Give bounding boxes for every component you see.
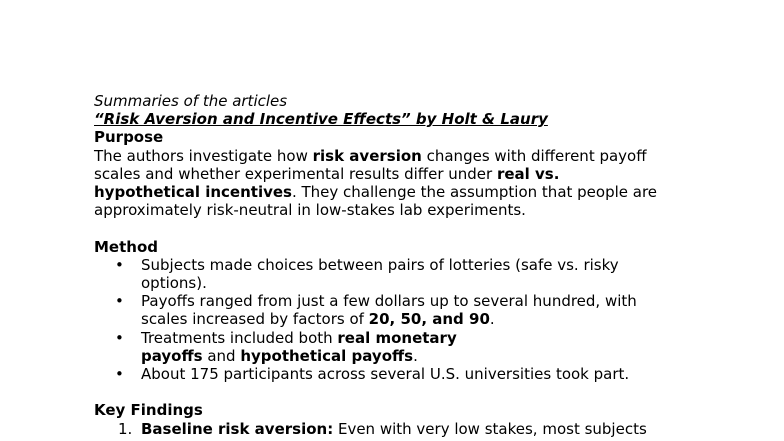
blank-line <box>94 219 734 237</box>
purpose-line-4: approximately risk-neutral in low-stakes lab experiments. <box>94 201 526 220</box>
method-bullet-2-cont: scales increased by factors of 20, 50, and 90. <box>141 310 495 329</box>
method-bullet-3: • Treatments included both real monetary <box>115 328 457 347</box>
article-title: “Risk Aversion and Incentive Effects” by Holt & Laury <box>94 110 548 129</box>
key-findings-heading: Key Findings <box>94 401 203 420</box>
bullet-icon: • <box>115 292 124 311</box>
method-bullet-3-cont: payoffs and hypothetical payoffs. <box>141 346 418 365</box>
document-page <box>94 92 734 438</box>
bullet-icon: • <box>115 255 124 274</box>
method-bullet-2: • Payoffs ranged from just a few dollars up to several hundred, with <box>115 292 637 311</box>
method-bullet-1-cont: options). <box>141 274 207 293</box>
purpose-line-1: The authors investigate how risk aversion changes with different payoff <box>94 146 647 165</box>
bullet-icon: • <box>115 365 124 384</box>
method-heading: Method <box>94 237 158 256</box>
list-number: 1. <box>118 419 133 438</box>
bullet-icon: • <box>115 328 124 347</box>
purpose-heading: Purpose <box>94 128 164 147</box>
purpose-line-2: scales and whether experimental results differ under real vs. <box>94 164 560 183</box>
finding-item-1: 1. Baseline risk aversion: Even with very low stakes, most subjects <box>118 419 647 438</box>
method-bullet-1: • Subjects made choices between pairs of lotteries (safe vs. risky <box>115 255 619 274</box>
blank-line <box>94 383 734 401</box>
method-bullet-4: • About 175 participants across several U.S. universities took part. <box>115 365 630 384</box>
section-label: Summaries of the articles <box>94 92 288 110</box>
purpose-line-3: hypothetical incentives. They challenge the assumption that people are <box>94 183 658 202</box>
